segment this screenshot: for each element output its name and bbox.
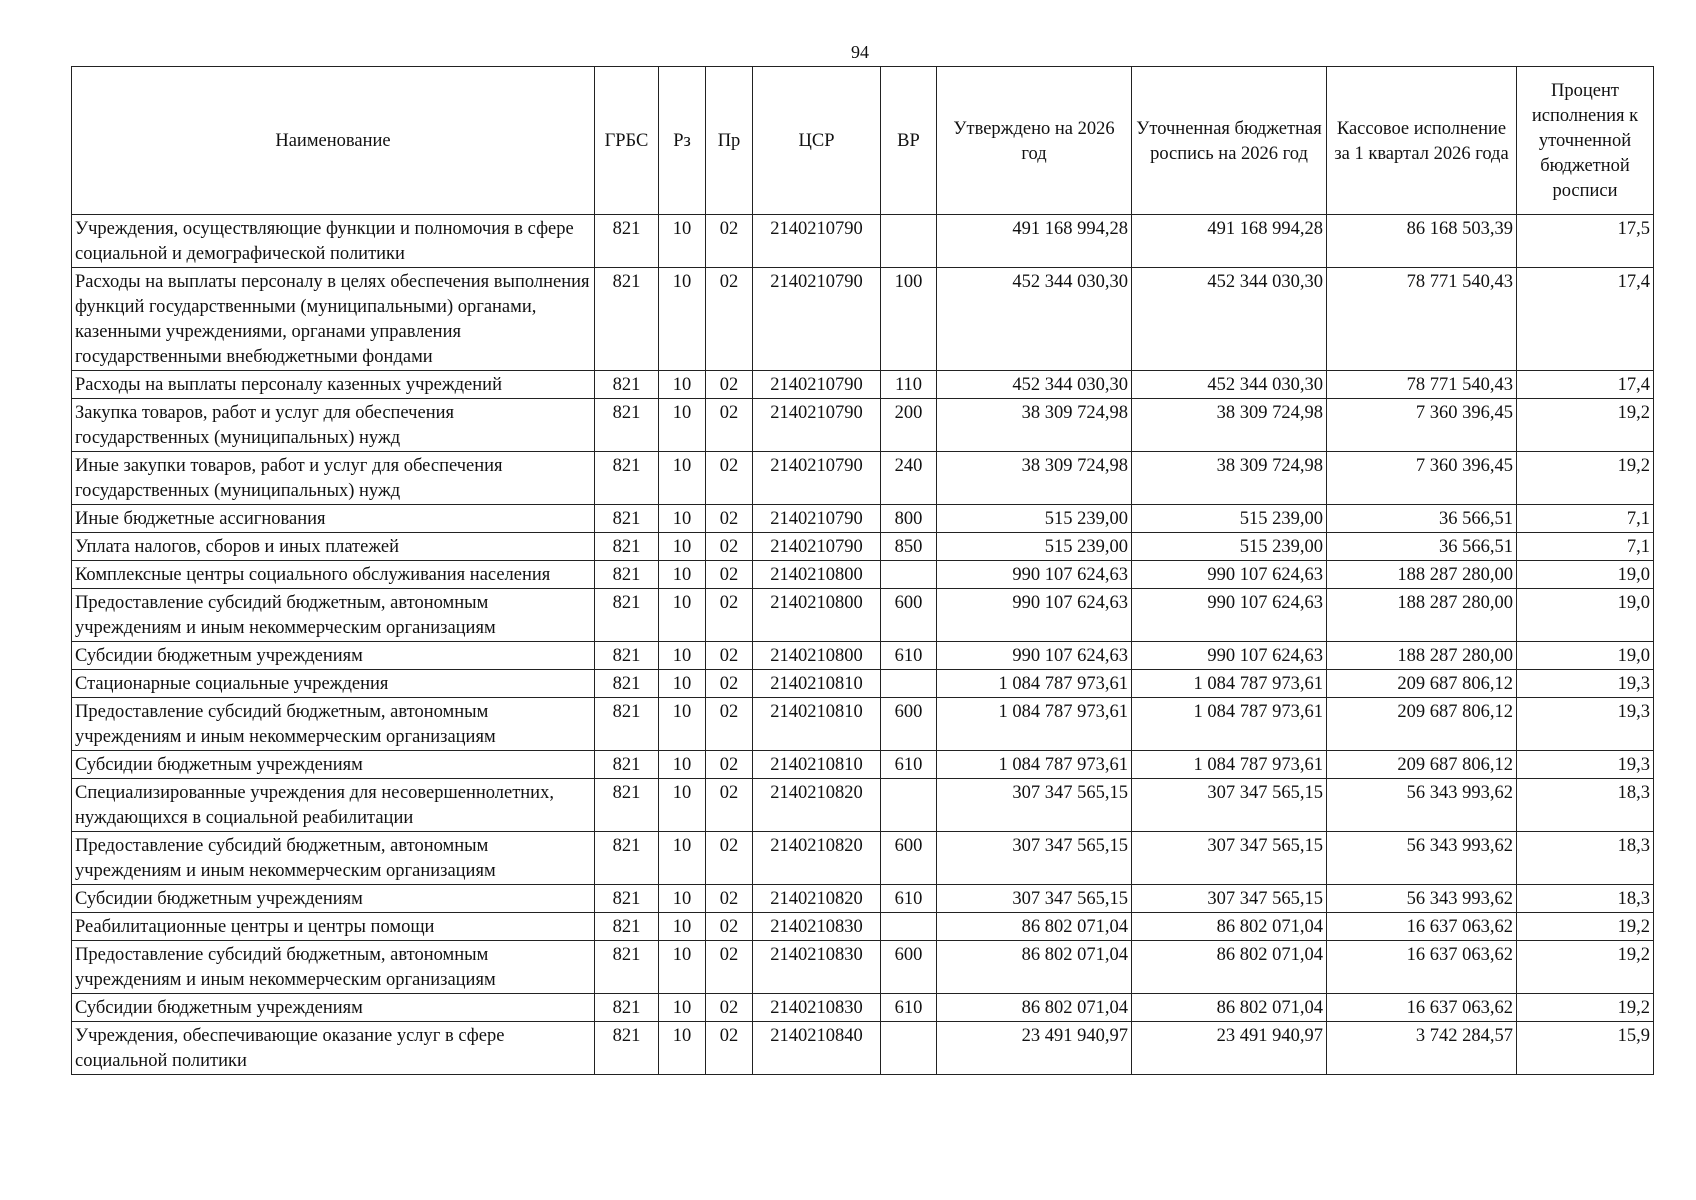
- cell-approved: 990 107 624,63: [937, 589, 1132, 642]
- cell-csr: 2140210830: [753, 913, 881, 941]
- cell-name: Субсидии бюджетным учреждениям: [72, 885, 595, 913]
- header-csr: ЦСР: [753, 67, 881, 215]
- cell-name: Стационарные социальные учреждения: [72, 670, 595, 698]
- header-approved: Утверждено на 2026 год: [937, 67, 1132, 215]
- cell-grbs: 821: [595, 779, 659, 832]
- cell-rz: 10: [659, 642, 706, 670]
- cell-vr: 600: [881, 941, 937, 994]
- cell-grbs: 821: [595, 533, 659, 561]
- cell-grbs: 821: [595, 941, 659, 994]
- cell-grbs: 821: [595, 994, 659, 1022]
- cell-approved: 515 239,00: [937, 505, 1132, 533]
- cell-vr: [881, 561, 937, 589]
- cell-csr: 2140210790: [753, 533, 881, 561]
- cell-percent: 7,1: [1517, 505, 1654, 533]
- cell-cash: 209 687 806,12: [1327, 698, 1517, 751]
- cell-refined: 990 107 624,63: [1132, 561, 1327, 589]
- cell-approved: 990 107 624,63: [937, 642, 1132, 670]
- cell-csr: 2140210830: [753, 994, 881, 1022]
- cell-pr: 02: [706, 941, 753, 994]
- table-body: [72, 215, 1654, 1075]
- cell-rz: 10: [659, 941, 706, 994]
- cell-cash: 209 687 806,12: [1327, 670, 1517, 698]
- table-row: [72, 832, 1654, 885]
- cell-csr: 2140210790: [753, 371, 881, 399]
- cell-vr: [881, 779, 937, 832]
- cell-csr: 2140210820: [753, 885, 881, 913]
- cell-refined: 86 802 071,04: [1132, 994, 1327, 1022]
- cell-rz: 10: [659, 913, 706, 941]
- table-row: [72, 670, 1654, 698]
- cell-approved: 86 802 071,04: [937, 994, 1132, 1022]
- cell-vr: [881, 670, 937, 698]
- cell-pr: 02: [706, 642, 753, 670]
- cell-cash: 36 566,51: [1327, 533, 1517, 561]
- cell-cash: 16 637 063,62: [1327, 913, 1517, 941]
- cell-refined: 307 347 565,15: [1132, 832, 1327, 885]
- cell-refined: 38 309 724,98: [1132, 399, 1327, 452]
- cell-vr: 240: [881, 452, 937, 505]
- cell-refined: 515 239,00: [1132, 505, 1327, 533]
- cell-refined: 38 309 724,98: [1132, 452, 1327, 505]
- cell-name: Субсидии бюджетным учреждениям: [72, 642, 595, 670]
- cell-csr: 2140210800: [753, 589, 881, 642]
- table-row: [72, 885, 1654, 913]
- cell-vr: 850: [881, 533, 937, 561]
- cell-rz: 10: [659, 533, 706, 561]
- cell-approved: 307 347 565,15: [937, 779, 1132, 832]
- cell-approved: 23 491 940,97: [937, 1022, 1132, 1075]
- cell-percent: 19,3: [1517, 698, 1654, 751]
- cell-approved: 515 239,00: [937, 533, 1132, 561]
- cell-csr: 2140210800: [753, 561, 881, 589]
- table-row: [72, 994, 1654, 1022]
- cell-name: Учреждения, обеспечивающие оказание услуг в сфере социальной политики: [72, 1022, 595, 1075]
- cell-csr: 2140210790: [753, 215, 881, 268]
- cell-cash: 36 566,51: [1327, 505, 1517, 533]
- cell-vr: 100: [881, 268, 937, 371]
- cell-approved: 38 309 724,98: [937, 452, 1132, 505]
- cell-percent: 17,4: [1517, 268, 1654, 371]
- cell-name: Субсидии бюджетным учреждениям: [72, 751, 595, 779]
- table-row: [72, 698, 1654, 751]
- cell-rz: 10: [659, 268, 706, 371]
- cell-pr: 02: [706, 268, 753, 371]
- page-number: 94: [851, 42, 869, 62]
- cell-grbs: 821: [595, 913, 659, 941]
- cell-cash: 188 287 280,00: [1327, 642, 1517, 670]
- cell-refined: 491 168 994,28: [1132, 215, 1327, 268]
- cell-pr: 02: [706, 670, 753, 698]
- cell-percent: 19,2: [1517, 452, 1654, 505]
- cell-vr: 600: [881, 832, 937, 885]
- cell-pr: 02: [706, 452, 753, 505]
- cell-grbs: 821: [595, 670, 659, 698]
- table-row: [72, 642, 1654, 670]
- table-header-row: [72, 67, 1654, 215]
- cell-vr: 610: [881, 994, 937, 1022]
- cell-refined: 307 347 565,15: [1132, 885, 1327, 913]
- table-row: [72, 1022, 1654, 1075]
- cell-grbs: 821: [595, 399, 659, 452]
- cell-rz: 10: [659, 215, 706, 268]
- cell-name: Предоставление субсидий бюджетным, автономным учреждениям и иным некоммерческим организациям: [72, 941, 595, 994]
- cell-rz: 10: [659, 452, 706, 505]
- cell-pr: 02: [706, 561, 753, 589]
- cell-vr: [881, 1022, 937, 1075]
- cell-percent: 15,9: [1517, 1022, 1654, 1075]
- header-grbs: ГРБС: [595, 67, 659, 215]
- cell-refined: 86 802 071,04: [1132, 913, 1327, 941]
- cell-name: Закупка товаров, работ и услуг для обеспечения государственных (муниципальных) нужд: [72, 399, 595, 452]
- cell-refined: 307 347 565,15: [1132, 779, 1327, 832]
- cell-grbs: 821: [595, 642, 659, 670]
- cell-refined: 1 084 787 973,61: [1132, 698, 1327, 751]
- cell-rz: 10: [659, 994, 706, 1022]
- cell-approved: 307 347 565,15: [937, 832, 1132, 885]
- cell-vr: 600: [881, 698, 937, 751]
- cell-csr: 2140210790: [753, 452, 881, 505]
- cell-refined: 990 107 624,63: [1132, 589, 1327, 642]
- cell-csr: 2140210790: [753, 505, 881, 533]
- cell-percent: 18,3: [1517, 832, 1654, 885]
- cell-grbs: 821: [595, 215, 659, 268]
- cell-grbs: 821: [595, 505, 659, 533]
- cell-refined: 1 084 787 973,61: [1132, 670, 1327, 698]
- cell-grbs: 821: [595, 1022, 659, 1075]
- cell-percent: 19,0: [1517, 561, 1654, 589]
- header-name: Наименование: [72, 67, 595, 215]
- cell-name: Комплексные центры социального обслуживания населения: [72, 561, 595, 589]
- cell-approved: 1 084 787 973,61: [937, 670, 1132, 698]
- cell-rz: 10: [659, 1022, 706, 1075]
- cell-grbs: 821: [595, 371, 659, 399]
- table-row: [72, 215, 1654, 268]
- cell-refined: 23 491 940,97: [1132, 1022, 1327, 1075]
- cell-percent: 19,3: [1517, 670, 1654, 698]
- cell-percent: 17,5: [1517, 215, 1654, 268]
- cell-percent: 17,4: [1517, 371, 1654, 399]
- cell-cash: 16 637 063,62: [1327, 994, 1517, 1022]
- table-row: [72, 941, 1654, 994]
- cell-percent: 18,3: [1517, 885, 1654, 913]
- cell-pr: 02: [706, 885, 753, 913]
- cell-grbs: 821: [595, 268, 659, 371]
- header-pr: Пр: [706, 67, 753, 215]
- cell-pr: 02: [706, 994, 753, 1022]
- cell-cash: 56 343 993,62: [1327, 832, 1517, 885]
- cell-pr: 02: [706, 913, 753, 941]
- cell-percent: 19,2: [1517, 941, 1654, 994]
- cell-approved: 452 344 030,30: [937, 371, 1132, 399]
- cell-vr: 610: [881, 751, 937, 779]
- cell-name: Расходы на выплаты персоналу в целях обеспечения выполнения функций государственными (муниципальными) органами, казенными учреждениями, органами управления государственными внебюджетными фондами: [72, 268, 595, 371]
- cell-cash: 3 742 284,57: [1327, 1022, 1517, 1075]
- cell-cash: 78 771 540,43: [1327, 371, 1517, 399]
- cell-csr: 2140210820: [753, 832, 881, 885]
- table-row: [72, 589, 1654, 642]
- cell-vr: 200: [881, 399, 937, 452]
- cell-rz: 10: [659, 399, 706, 452]
- cell-approved: 452 344 030,30: [937, 268, 1132, 371]
- cell-percent: 18,3: [1517, 779, 1654, 832]
- cell-cash: 188 287 280,00: [1327, 589, 1517, 642]
- cell-approved: 86 802 071,04: [937, 913, 1132, 941]
- cell-pr: 02: [706, 589, 753, 642]
- cell-refined: 1 084 787 973,61: [1132, 751, 1327, 779]
- cell-csr: 2140210800: [753, 642, 881, 670]
- cell-approved: 1 084 787 973,61: [937, 751, 1132, 779]
- table-row: [72, 371, 1654, 399]
- table-row: [72, 561, 1654, 589]
- table-row: [72, 268, 1654, 371]
- cell-approved: 990 107 624,63: [937, 561, 1132, 589]
- cell-percent: 19,2: [1517, 994, 1654, 1022]
- cell-pr: 02: [706, 698, 753, 751]
- cell-approved: 307 347 565,15: [937, 885, 1132, 913]
- cell-pr: 02: [706, 533, 753, 561]
- cell-grbs: 821: [595, 751, 659, 779]
- cell-cash: 86 168 503,39: [1327, 215, 1517, 268]
- cell-name: Расходы на выплаты персоналу казенных учреждений: [72, 371, 595, 399]
- cell-cash: 56 343 993,62: [1327, 885, 1517, 913]
- cell-percent: 19,2: [1517, 913, 1654, 941]
- header-percent: Процент исполнения к уточненной бюджетной росписи: [1517, 67, 1654, 215]
- header-cash: Кассовое исполнение за 1 квартал 2026 года: [1327, 67, 1517, 215]
- cell-rz: 10: [659, 779, 706, 832]
- cell-name: Уплата налогов, сборов и иных платежей: [72, 533, 595, 561]
- cell-rz: 10: [659, 698, 706, 751]
- cell-csr: 2140210840: [753, 1022, 881, 1075]
- cell-pr: 02: [706, 832, 753, 885]
- cell-csr: 2140210810: [753, 698, 881, 751]
- cell-name: Субсидии бюджетным учреждениям: [72, 994, 595, 1022]
- cell-name: Иные закупки товаров, работ и услуг для обеспечения государственных (муниципальных) нужд: [72, 452, 595, 505]
- cell-refined: 452 344 030,30: [1132, 371, 1327, 399]
- cell-name: Предоставление субсидий бюджетным, автономным учреждениям и иным некоммерческим организациям: [72, 589, 595, 642]
- cell-vr: 610: [881, 642, 937, 670]
- table-row: [72, 533, 1654, 561]
- cell-name: Предоставление субсидий бюджетным, автономным учреждениям и иным некоммерческим организациям: [72, 832, 595, 885]
- cell-grbs: 821: [595, 452, 659, 505]
- table-row: [72, 452, 1654, 505]
- table-row: [72, 505, 1654, 533]
- cell-cash: 7 360 396,45: [1327, 452, 1517, 505]
- cell-cash: 188 287 280,00: [1327, 561, 1517, 589]
- cell-vr: [881, 215, 937, 268]
- cell-percent: 19,2: [1517, 399, 1654, 452]
- cell-pr: 02: [706, 779, 753, 832]
- cell-percent: 19,3: [1517, 751, 1654, 779]
- cell-pr: 02: [706, 505, 753, 533]
- cell-grbs: 821: [595, 589, 659, 642]
- cell-rz: 10: [659, 589, 706, 642]
- cell-rz: 10: [659, 885, 706, 913]
- budget-table: [71, 66, 1654, 1075]
- cell-cash: 7 360 396,45: [1327, 399, 1517, 452]
- table-row: [72, 751, 1654, 779]
- cell-rz: 10: [659, 561, 706, 589]
- cell-grbs: 821: [595, 698, 659, 751]
- cell-name: Иные бюджетные ассигнования: [72, 505, 595, 533]
- cell-vr: 110: [881, 371, 937, 399]
- table-row: [72, 399, 1654, 452]
- header-vr: ВР: [881, 67, 937, 215]
- cell-pr: 02: [706, 751, 753, 779]
- cell-approved: 86 802 071,04: [937, 941, 1132, 994]
- cell-percent: 19,0: [1517, 589, 1654, 642]
- cell-vr: [881, 913, 937, 941]
- cell-approved: 38 309 724,98: [937, 399, 1132, 452]
- cell-vr: 800: [881, 505, 937, 533]
- cell-name: Предоставление субсидий бюджетным, автономным учреждениям и иным некоммерческим организациям: [72, 698, 595, 751]
- cell-refined: 452 344 030,30: [1132, 268, 1327, 371]
- cell-vr: 600: [881, 589, 937, 642]
- cell-name: Реабилитационные центры и центры помощи: [72, 913, 595, 941]
- cell-csr: 2140210810: [753, 751, 881, 779]
- cell-csr: 2140210820: [753, 779, 881, 832]
- cell-name: Учреждения, осуществляющие функции и полномочия в сфере социальной и демографической политики: [72, 215, 595, 268]
- header-rz: Рз: [659, 67, 706, 215]
- cell-csr: 2140210810: [753, 670, 881, 698]
- cell-name: Специализированные учреждения для несовершеннолетних, нуждающихся в социальной реабилитации: [72, 779, 595, 832]
- cell-refined: 86 802 071,04: [1132, 941, 1327, 994]
- cell-rz: 10: [659, 505, 706, 533]
- cell-rz: 10: [659, 670, 706, 698]
- header-refined: Уточненная бюджетная роспись на 2026 год: [1132, 67, 1327, 215]
- cell-grbs: 821: [595, 885, 659, 913]
- cell-grbs: 821: [595, 832, 659, 885]
- cell-rz: 10: [659, 371, 706, 399]
- table-row: [72, 779, 1654, 832]
- cell-cash: 56 343 993,62: [1327, 779, 1517, 832]
- cell-cash: 16 637 063,62: [1327, 941, 1517, 994]
- cell-pr: 02: [706, 1022, 753, 1075]
- cell-csr: 2140210790: [753, 399, 881, 452]
- cell-pr: 02: [706, 215, 753, 268]
- cell-vr: 610: [881, 885, 937, 913]
- cell-percent: 19,0: [1517, 642, 1654, 670]
- table-row: [72, 913, 1654, 941]
- cell-csr: 2140210790: [753, 268, 881, 371]
- cell-percent: 7,1: [1517, 533, 1654, 561]
- cell-rz: 10: [659, 832, 706, 885]
- cell-rz: 10: [659, 751, 706, 779]
- cell-refined: 515 239,00: [1132, 533, 1327, 561]
- cell-grbs: 821: [595, 561, 659, 589]
- cell-approved: 491 168 994,28: [937, 215, 1132, 268]
- cell-cash: 209 687 806,12: [1327, 751, 1517, 779]
- cell-pr: 02: [706, 371, 753, 399]
- cell-csr: 2140210830: [753, 941, 881, 994]
- cell-refined: 990 107 624,63: [1132, 642, 1327, 670]
- cell-cash: 78 771 540,43: [1327, 268, 1517, 371]
- cell-pr: 02: [706, 399, 753, 452]
- cell-approved: 1 084 787 973,61: [937, 698, 1132, 751]
